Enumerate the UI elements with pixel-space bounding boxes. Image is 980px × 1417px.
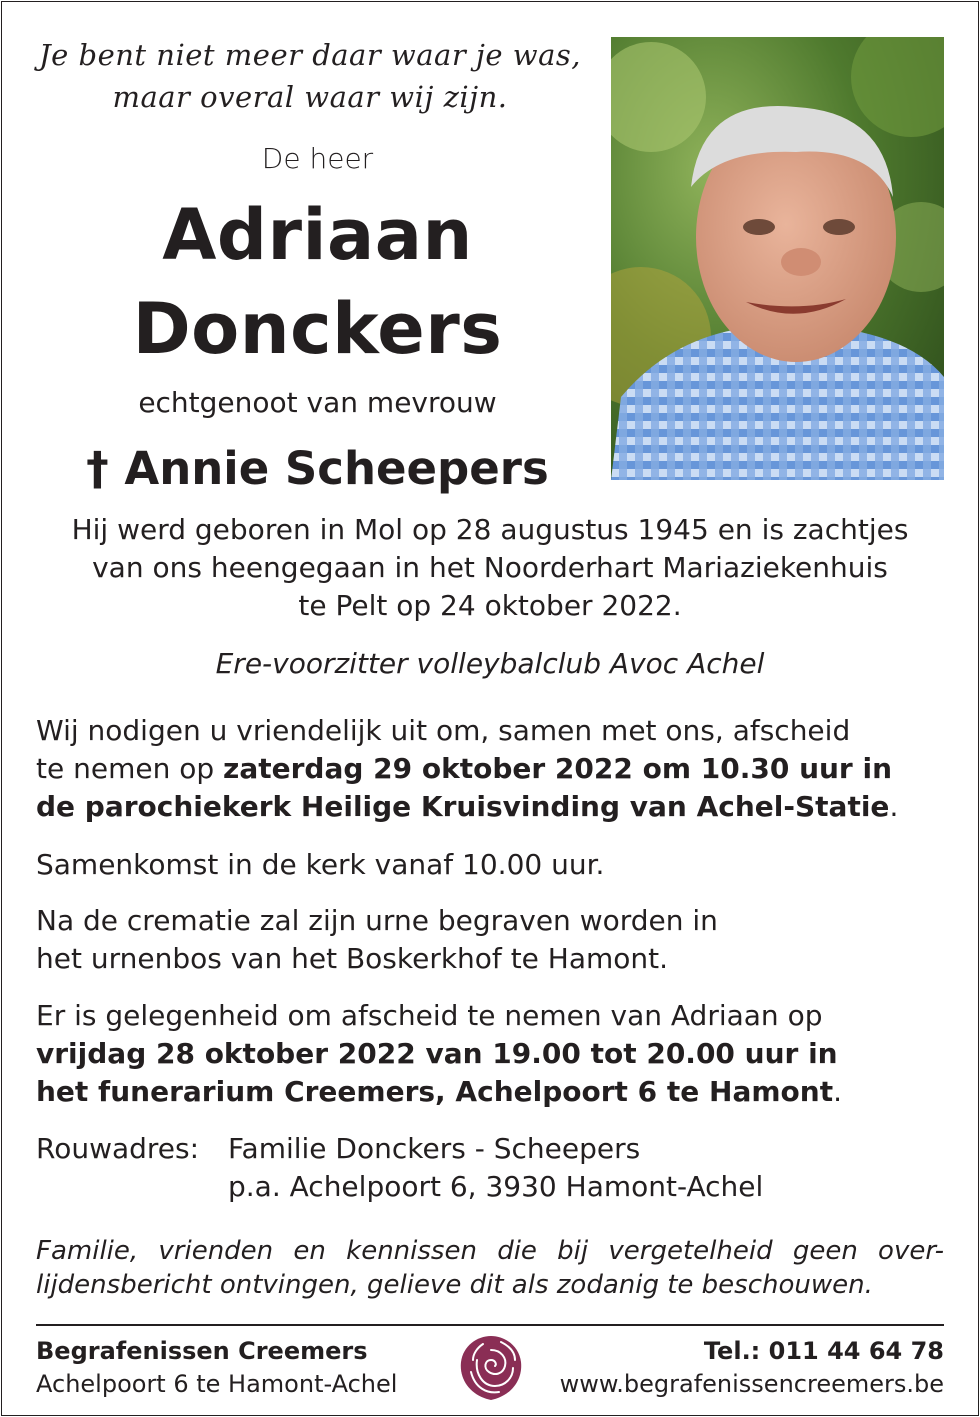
birth-line-2: van ons heengegaan in het Noorderhart Mariaziekenhuis (92, 551, 888, 584)
invitation-line-2 (36, 752, 946, 785)
deceased-first-name: Adriaan (162, 194, 473, 276)
birth-line-1: Hij werd geboren in Mol op 28 augustus 1945 en is zachtjes (71, 513, 909, 546)
quote-line-1: Je bent niet meer daar waar je was, (39, 38, 581, 72)
address-label: Rouwadres: (36, 1132, 200, 1165)
honorary-title: Ere-voorzitter volleybalclub Avoc Achel (215, 647, 765, 680)
address-line-2: p.a. Achelpoort 6, 3930 Hamont-Achel (228, 1170, 764, 1203)
footer-phone: Tel.: 011 44 64 78 (703, 1337, 944, 1365)
farewell-line-1: Er is gelegenheid om afscheid te nemen van Adriaan op (36, 999, 823, 1032)
birth-line-3: te Pelt op 24 oktober 2022. (298, 589, 682, 622)
portrait-photo (611, 37, 944, 480)
rose-icon (453, 1330, 529, 1406)
invitation-period: . (889, 790, 899, 823)
farewell-line-3 (36, 1075, 946, 1108)
invitation-church: de parochiekerk Heilige Kruisvinding van Achel-Statie (36, 790, 890, 823)
portrait-illustration (611, 37, 944, 480)
farewell-location: het funerarium Creemers, Achelpoort 6 te Hamont (36, 1075, 834, 1108)
cremation-line-2: het urnenbos van het Boskerkhof te Hamont. (36, 942, 669, 975)
address-line-1: Familie Donckers - Scheepers (228, 1132, 641, 1165)
invitation-date: zaterdag 29 oktober 2022 om 10.30 uur in (223, 752, 893, 785)
quote-line-2: maar overal waar wij zijn. (112, 80, 508, 114)
invitation-line-2-plain: te nemen op (36, 752, 224, 785)
footer-divider (36, 1324, 944, 1326)
footer-website-link[interactable]: www.begrafenissencreemers.be (559, 1370, 944, 1398)
spouse-intro: echtgenoot van mevrouw (138, 386, 497, 419)
invitation-line-3 (36, 790, 946, 823)
gathering-text: Samenkomst in de kerk vanaf 10.00 uur. (36, 848, 605, 881)
farewell-line-2: vrijdag 28 oktober 2022 van 19.00 tot 20.00 uur in (36, 1037, 838, 1070)
note-line-2: lijdensbericht ontvingen, gelieve dit als zodanig te beschouwen. (36, 1270, 873, 1300)
spouse-name: † Annie Scheepers (86, 442, 549, 495)
invitation-line-1: Wij nodigen u vriendelijk uit om, samen met ons, afscheid (36, 714, 851, 747)
footer-company: Begrafenissen Creemers (36, 1337, 368, 1365)
cremation-line-1: Na de crematie zal zijn urne begraven worden in (36, 904, 718, 937)
honorific: De heer (261, 142, 374, 175)
deceased-last-name: Donckers (132, 288, 503, 370)
footer-company-address: Achelpoort 6 te Hamont-Achel (36, 1370, 398, 1398)
farewell-period: . (833, 1075, 842, 1108)
note-line-1: Familie, vrienden en kennissen die bij vergetelheid geen over- (36, 1236, 944, 1266)
